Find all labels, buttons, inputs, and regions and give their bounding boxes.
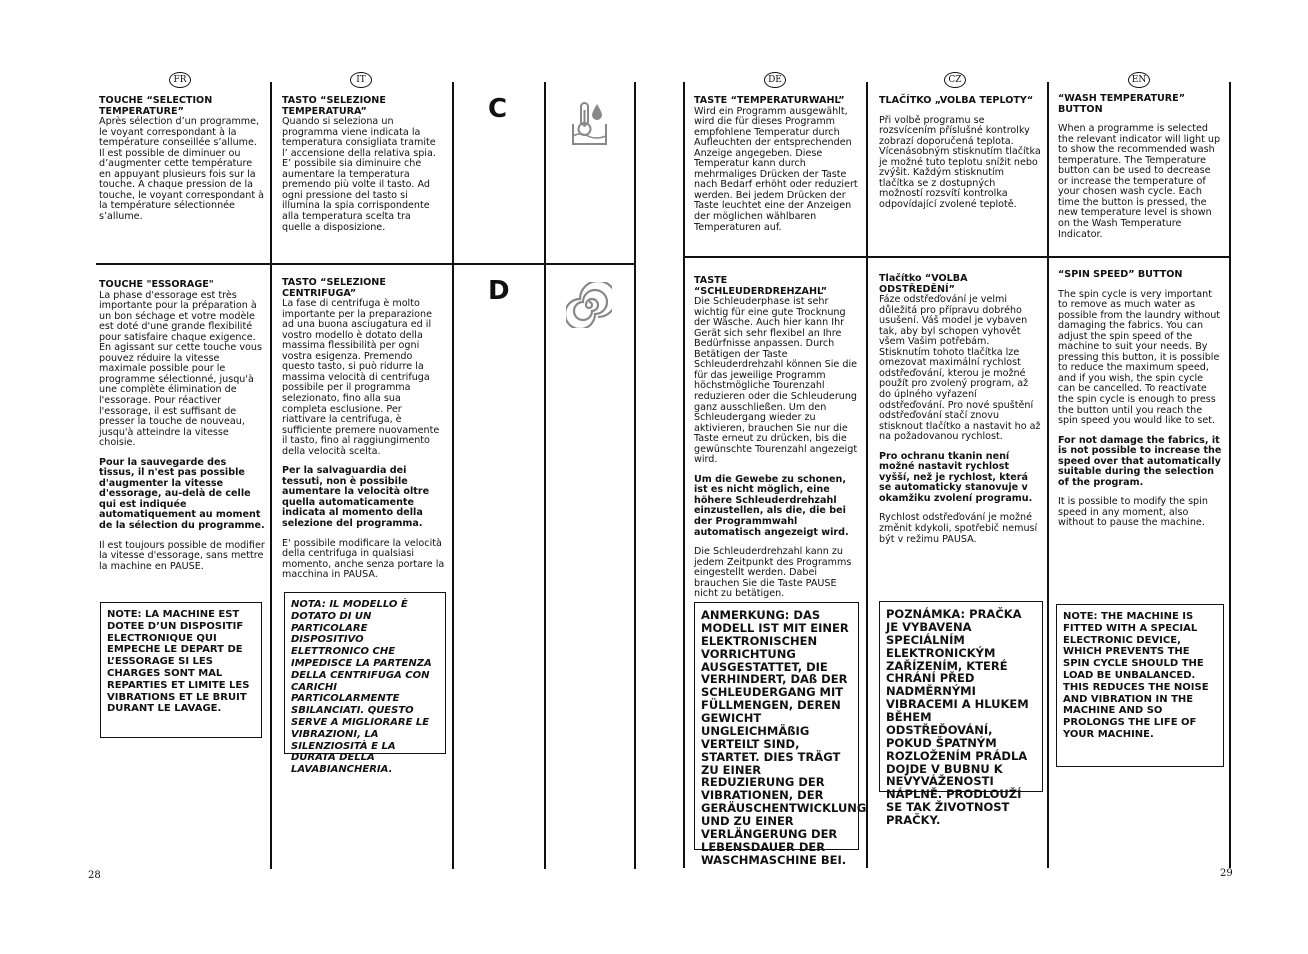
en-spin-section — [1058, 270, 1222, 538]
page-number: 29 — [1220, 868, 1233, 879]
section-body: Při volbě programu se rozsvícením příslušné kontrolky zobrazí doporučená teplota. Vícenásobným stisknutím tlačítka je možné tuto teplotu snížit nebo zvýšit. Každým stisknutím tlačítka se z dostupných možností rozsvítí kontrolka odpovídající zvolené teplotě. — [879, 114, 1041, 210]
note-text: NOTA: IL MODELLO È DOTATO DI UN PARTICOLARE DISPOSITIVO ELETTRONICO CHE IMPEDISCE LA PARTENZA DELLA CENTRIFUGA CON CARICHI PARTICOLARMENTE SBILANCIATI. QUESTO SERVE A MIGLIORARE LE VIBRAZIONI, LA SILENZIOSITÀ E LA DURATA DELLA LAVABIANCHERIA. — [291, 599, 432, 776]
section-body-2: Rychlost odstřeďování je možné změnit kdykoli, spotřebič nemusí být v režimu PAUSA. — [879, 512, 1038, 545]
section-body: Quando si seleziona un programma viene indicata la temperatura consigliata tramite l’ accensione della relativa spia. E’ possibile sia diminuire che aumentare la temperatura premendo più volte il tasto. Ad ogni pressione del tasto si illumina la spia corrispondente alla temperatura scelta tra quelle a disposizione. — [282, 116, 436, 233]
section-bold: Um die Gewebe zu schonen, ist es nicht möglich, eine höhere Schleuderdrehzahl einzustellen, als die, die bei der Programmwahl automatisch angezeigt wird. — [694, 473, 849, 538]
column-divider — [452, 82, 454, 869]
de-note-box — [694, 602, 867, 867]
section-letter-c: C — [488, 94, 508, 124]
section-title: TASTO “SELEZIONE TEMPERATURA” — [282, 95, 386, 117]
spin-icon — [566, 282, 612, 328]
section-title: TOUCHE “SELECTION TEMPERATURE” — [99, 95, 213, 117]
it-spin-section — [282, 278, 446, 590]
row-divider — [685, 256, 1231, 258]
section-bold: Per la salvaguardia dei tessuti, non è possibile aumentare la velocità oltre quella automaticamente indicata al momento della selezione del programma. — [282, 465, 430, 530]
section-bold: Pour la sauvegarde des tissus, il n'est pas possible d'augmenter la vitesse d'essorage, au-delà de celle qui est indiquée automatiquement au moment de la sélection du programme. — [99, 456, 265, 532]
section-body: Fáze odstřeďování je velmi důležitá pro přípravu dobrého usušení. Váš model je vybaven tak, aby byl schopen vyhovět všem Vašim potřebám. Stisknutím tohoto tlačítka lze omezovat maximální rychlost odstřeďování, kterou je možné použít pro zvolený program, až do úplného vyřazení odstřeďování. Pro nové spuštění odstřeďování stačí znovu stisknout tlačítko a nastavit ho až na požadovanou rychlost. — [879, 294, 1041, 443]
page-number: 28 — [88, 870, 101, 881]
section-body: Die Schleuderphase ist sehr wichtig für eine gute Trocknung der Wäsche. Auch hier kann Ihr Gerät sich sehr flexibel an Ihre Bedürfnisse anpassen. Durch Betätigen der Taste Schleuderdrehzahl können Sie die für das jeweilige Programm höchstmögliche Tourenzahl reduzieren oder die Schleuderung ganz ausschließen. Um den Schleudergang wieder zu aktivieren, brauchen Sie nur die Taste erneut zu drücken, bis die gewünschte Tourenzahl angezeigt wird. — [694, 296, 858, 466]
temperature-icon — [570, 100, 610, 148]
section-body-2: E' possibile modificare la velocità della centrifuga in qualsiasi momento, anche senza portare la macchina in PAUSA. — [282, 537, 445, 581]
section-title: “WASH TEMPERATURE” BUTTON — [1058, 93, 1186, 115]
section-title: TLAČÍTKO „VOLBA TEPLOTY“ — [879, 95, 1034, 106]
column-divider — [683, 82, 685, 868]
flag-cz: CZ — [944, 72, 966, 88]
flag-en: EN — [1128, 72, 1150, 88]
section-body-2: Die Schleuderdrehzahl kann zu jedem Zeitpunkt des Programms eingestellt werden. Dabei brauchen Sie die Taste PAUSE nicht zu betätigen. — [694, 546, 852, 600]
flag-de: DE — [764, 72, 786, 88]
column-divider — [270, 82, 272, 869]
section-title: TASTO “SELEZIONE CENTRIFUGA” — [282, 277, 386, 299]
section-title: TASTE “TEMPERATURWAHL” — [694, 95, 845, 106]
section-body-2: It is possible to modify the spin speed in any moment, also without to pause the machine. — [1058, 496, 1208, 529]
note-text: NOTE: LA MACHINE EST DOTEE D’UN DISPOSITIF ELECTRONIQUE QUI EMPECHE LE DEPART DE L’ESSORAGE SI LES CHARGES SONT MAL REPARTIES ET LIMITE LES VIBRATIONS ET LE BRUIT DURANT LE LAVAGE. — [107, 609, 250, 715]
fr-note-box — [100, 602, 262, 738]
section-body: The spin cycle is very important to remove as much water as possible from the laundry without damaging the fabrics. You can adjust the spin speed of the machine to suit your needs. By pressing this button, it is possible to reduce the maximum speed, and if you wish, the spin cycle can be cancelled. To reactivate the spin cycle is enough to press the button until you reach the spin speed you would like to set. — [1058, 288, 1221, 427]
en-note-box — [1056, 604, 1224, 767]
flag-fr: FR — [169, 72, 191, 88]
row-divider — [96, 263, 636, 265]
de-spin-section — [694, 276, 862, 609]
section-title: TOUCHE "ESSORAGE" — [99, 279, 214, 290]
cz-temperature-section — [879, 96, 1041, 210]
section-body-2: Il est toujours possible de modifier la vitesse d'essorage, sans mettre la machine en PAUSE. — [99, 539, 265, 572]
section-letter-d: D — [488, 276, 510, 306]
section-bold: For not damage the fabrics, it is not possible to increase the speed over that automatically suitable during the selection of the program. — [1058, 434, 1222, 488]
section-body: When a programme is selected the relevant indicator will light up to show the recommended wash temperature. The Temperature button can be used to decrease or increase the temperature of your chosen wash cycle. Each time the button is pressed, the new temperature level is shown on the Wash Temperature Indicator. — [1058, 123, 1221, 240]
section-title: “SPIN SPEED” BUTTON — [1058, 269, 1183, 280]
column-divider — [866, 82, 868, 868]
note-text: ANMERKUNG: DAS MODELL IST MIT EINER ELEKTRONISCHEN VORRICHTUNG AUSGESTATTET, DIE VERHINDERT, DAß DER SCHLEUDERGANG MIT FÜLLMENGEN, DEREN GEWICHT UNGLEICHMÄßIG VERTEILT SIND, STARTET. DIES TRÄGT ZU EINER REDUZIERUNG DER VIBRATIONEN, DER GERÄUSCHENTWICKLUNG UND ZU EINER VERLÄNGERUNG DER LEBENSDAUER DER WASCHMASCHINE BEI. — [701, 608, 867, 867]
fr-temperature-section — [99, 96, 265, 223]
note-text: POZNÁMKA: PRAČKA JE VYBAVENA SPECIÁLNÍM ELEKTRONICKÝM ZAŘÍZENÍM, KTERÉ CHRÁNÍ PŘED NADMĚRNÝMI VIBRACEMI A HLUKEM BĚHEM ODSTŘEĎOVÁNÍ, POKUD ŠPATNÝM ROZLOŽENÍM PRÁDLA DOJDE V BUBNU K NEVYVÁŽENOSTI NÁPLNĚ. PRODLOUŽÍ SE TAK ŽIVOTNOST PRAČKY. — [886, 607, 1029, 827]
note-text: NOTE: THE MACHINE IS FITTED WITH A SPECIAL ELECTRONIC DEVICE, WHICH PREVENTS THE SPIN CYCLE SHOULD THE LOAD BE UNBALANCED. THIS REDUCES THE NOISE AND VIBRATION IN THE MACHINE AND SO PROLONGS THE LIFE OF YOUR MACHINE. — [1063, 611, 1209, 740]
section-bold: Pro ochranu tkanin není možné nastavit rychlost vyšší, než je rychlost, která se automaticky stanovuje v okamžiku zvolení programu. — [879, 450, 1033, 504]
de-temperature-section — [694, 96, 860, 233]
column-divider — [1229, 82, 1231, 868]
flag-it: IT — [350, 72, 372, 88]
section-body: La phase d'essorage est très importante pour la préparation à un bon séchage et votre modèle est doté d'une grande flexibilité pour satisfaire chaque exigence. En agissant sur cette touche vous pouvez réduire la vitesse maximale possible pour le programme sélectionné, jusqu'à une complète élimination de l'essorage. Pour réactiver l'essorage, il est suffisant de presser la touche de nouveau, jusqu'à atteindre la vitesse choisie. — [99, 289, 262, 449]
column-divider — [544, 82, 546, 869]
it-note-box — [284, 592, 446, 776]
it-temperature-section — [282, 96, 442, 233]
section-title: TASTE “SCHLEUDERDREHZAHL” — [694, 275, 828, 297]
section-body: Wird ein Programm ausgewählt, wird die für dieses Programm empfohlene Temperatur durch Aufleuchten der entsprechenden Anzeige angegeben. Diese Temperatur kann durch mehrmaliges Drücken der Taste nach Bedarf erhöht oder reduziert werden. Bei jedem Drücken der Taste leuchtet eine der Anzeigen der möglichen wählbaren Temperaturen auf. — [694, 105, 858, 233]
cz-note-box — [879, 601, 1043, 827]
section-title: Tlačítko “VOLBA ODSTŘEDĚNÍ” — [879, 273, 968, 295]
column-divider — [634, 82, 636, 869]
fr-spin-section — [99, 280, 265, 581]
section-body: La fase di centrifuga è molto importante per la preparazione ad una buona asciugatura ed il vostro modello è dotato della massima flessibilità per ogni vostra esigenza. Premendo questo tasto, si può ridurre la massima velocità di centrifuga possibile per il programma selezionato, fino alla sua completa esclusione. Per riattivare la centrifuga, è sufficiente premere nuovamente il tasto, fino al raggiungimento della velocità scelta. — [282, 298, 440, 457]
cz-spin-section — [879, 274, 1041, 554]
en-temperature-section — [1058, 94, 1222, 240]
column-divider — [1047, 82, 1049, 868]
section-body: Après sélection d’un programme, le voyant correspondant à la température conseillée s’allume. Il est possible de diminuer ou d’augmenter cette température en appuyant plusieurs fois sur la touche. A chaque pression de la touche, le voyant correspondant à la température sélectionnée s’allume. — [99, 116, 265, 223]
